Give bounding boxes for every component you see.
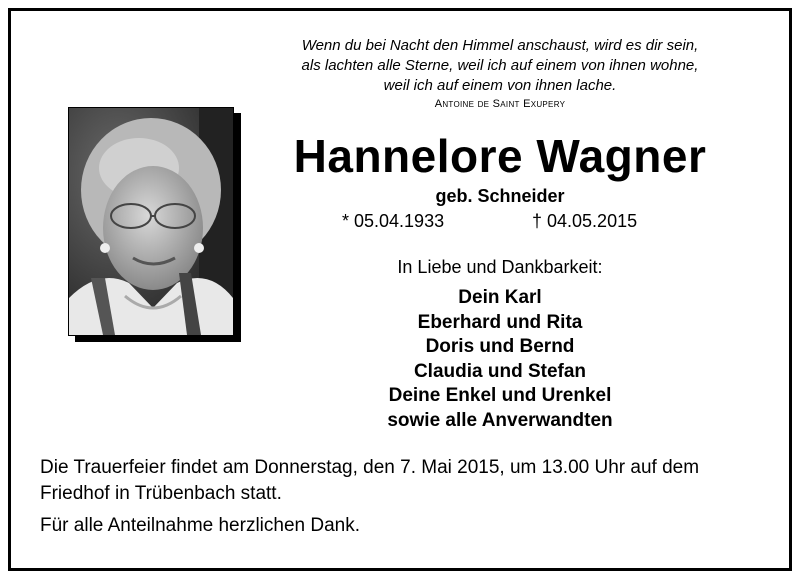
mourner-entry: Doris und Bernd bbox=[425, 336, 575, 357]
portrait-image bbox=[69, 108, 233, 335]
funeral-notice: Die Trauerfeier findet am Donnerstag, den 7. Mai 2015, um 13.00 Uhr auf dem Friedhof in Trübenbach statt. bbox=[40, 457, 700, 504]
portrait-photo bbox=[68, 107, 234, 336]
mourner-entry: Dein Karl bbox=[458, 287, 542, 308]
mourner-entry: Deine Enkel und Urenkel bbox=[388, 385, 612, 406]
quote-author: Antoine de Saint Exupery bbox=[434, 98, 566, 110]
mourners-list bbox=[270, 286, 730, 433]
thanks-text: Für alle Anteilnahme herzlichen Dank. bbox=[40, 515, 361, 536]
quote-line: weil ich auf einem von ihnen lache. bbox=[383, 77, 617, 94]
mourner-entry: Claudia und Stefan bbox=[413, 360, 587, 382]
mourners-intro: In Liebe und Dankbarkeit: bbox=[397, 257, 603, 277]
deceased-name: Hannelore Wagner bbox=[293, 130, 707, 182]
born-name: geb. Schneider bbox=[435, 186, 565, 206]
quote bbox=[270, 36, 730, 96]
mourner-entry: Eberhard und Rita bbox=[417, 311, 583, 333]
quote-line: als lachten alle Sterne, weil ich auf einem von ihnen wohne, bbox=[301, 57, 699, 74]
mourner-entry: sowie alle Anverwandten bbox=[387, 409, 613, 431]
birth-date: * 05.04.1933 bbox=[342, 211, 445, 231]
quote-line: Wenn du bei Nacht den Himmel anschaust, wird es dir sein, bbox=[301, 37, 699, 54]
death-date: † 04.05.2015 bbox=[532, 211, 638, 231]
